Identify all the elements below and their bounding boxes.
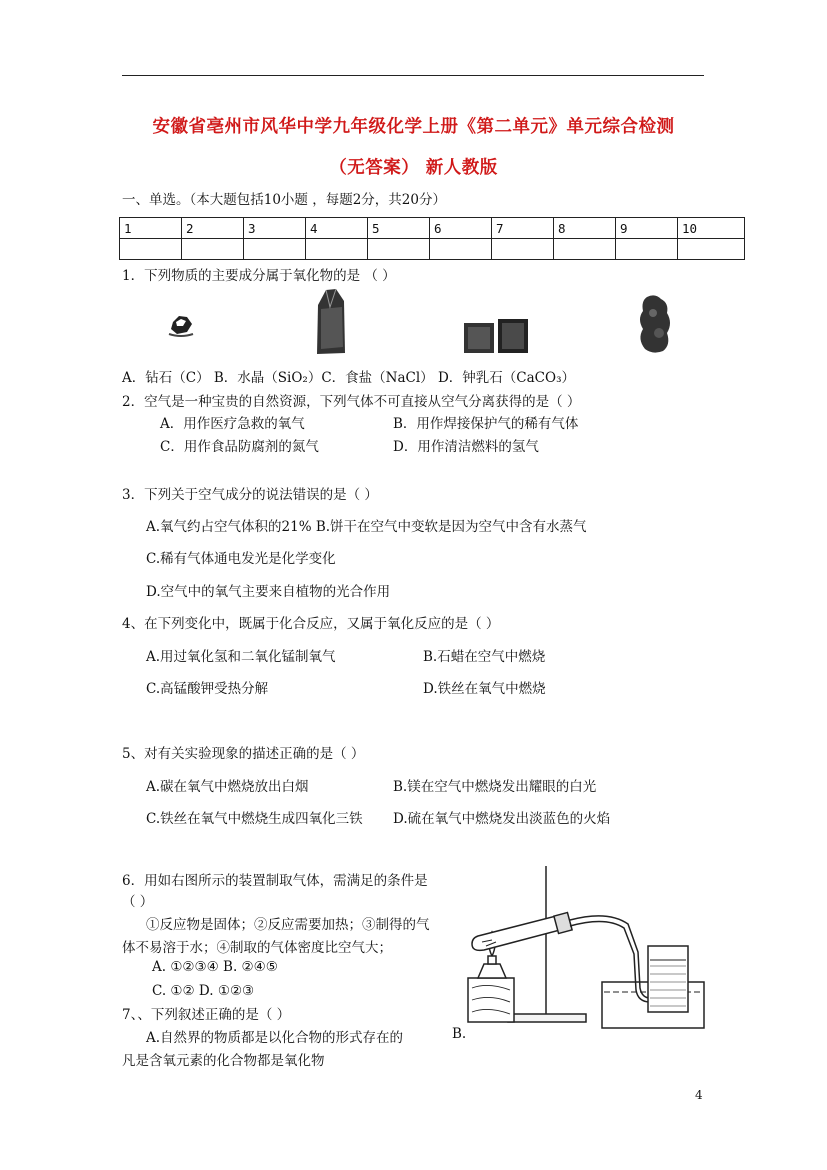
q1-stem: 1．下列物质的主要成分属于氧化物的是 （ ） (122, 268, 396, 284)
q6-answer-paren: （ ） (122, 894, 154, 910)
q6-options-cd: C. ①② D. ①②③ (152, 983, 255, 999)
answer-cell[interactable] (430, 239, 492, 260)
answer-cell[interactable] (616, 239, 678, 260)
page-number: 4 (695, 1088, 703, 1102)
q6-stem: 6．用如右图所示的装置制取气体，需满足的条件是 (122, 873, 428, 889)
q7-option-b-label: B. (452, 1026, 467, 1042)
q5-option-a: A.碳在氧气中燃烧放出白烟 (146, 779, 309, 795)
answer-cell[interactable] (678, 239, 745, 260)
q3-option-ab: A.氧气约占空气体积的21% B.饼干在空气中变软是因为空气中含有水蒸气 (146, 519, 587, 535)
table-cell: 4 (306, 218, 368, 239)
answer-cell[interactable] (244, 239, 306, 260)
q4-option-a: A.用过氧化氢和二氧化锰制氧气 (146, 649, 336, 665)
doc-title-line2: （无答案） 新人教版 (329, 158, 498, 178)
q5-option-d: D.硫在氧气中燃烧发出淡蓝色的火焰 (393, 811, 611, 827)
q6-options-ab: A. ①②③④ B. ②④⑤ (152, 959, 278, 975)
q7-stem: 7、、下列叙述正确的是（ ） (122, 1007, 291, 1023)
answer-cell[interactable] (306, 239, 368, 260)
q2-option-b: B．用作焊接保护气的稀有气体 (393, 416, 579, 432)
gas-preparation-apparatus-diagram (458, 862, 706, 1032)
q1-options: A．钻石（C） B．水晶（SiO₂）C．食盐（NaCl） D．钟乳石（CaCO₃） (122, 370, 575, 386)
stalactite-image (633, 293, 677, 355)
q4-option-b: B.石蜡在空气中燃烧 (423, 649, 546, 665)
q6-conditions-line2: 体不易溶于水；④制取的气体密度比空气大； (122, 940, 392, 956)
answer-table-blank-row (120, 239, 745, 260)
table-cell: 7 (492, 218, 554, 239)
q4-stem: 4、在下列变化中，既属于化合反应，又属于氧化反应的是（ ） (122, 616, 500, 632)
answer-table (119, 217, 745, 260)
q2-stem: 2．空气是一种宝贵的自然资源，下列气体不可直接从空气分离获得的是（ ） (122, 394, 581, 410)
q2-option-c: C．用作食品防腐剂的氮气 (160, 439, 319, 455)
table-cell: 2 (182, 218, 244, 239)
section-heading: 一、单选。（本大题包括10小题 ，每题2分，共20分） (122, 192, 446, 208)
answer-cell[interactable] (554, 239, 616, 260)
q7-option-b-text: 凡是含氧元素的化合物都是氧化物 (122, 1053, 325, 1069)
q6-conditions-line1: ①反应物是固体；②反应需要加热；③制得的气 (146, 917, 430, 933)
answer-cell[interactable] (182, 239, 244, 260)
salt-crystal-image (460, 317, 532, 357)
diamond-image (165, 312, 197, 340)
q3-stem: 3．下列关于空气成分的说法错误的是（ ） (122, 487, 378, 503)
q5-option-c: C.铁丝在氧气中燃烧生成四氧化三铁 (146, 811, 363, 827)
table-cell: 5 (368, 218, 430, 239)
q7-option-a: A.自然界的物质都是以化合物的形式存在的 (146, 1030, 404, 1046)
table-cell: 9 (616, 218, 678, 239)
q2-option-a: A．用作医疗急救的氧气 (160, 416, 305, 432)
q4-option-d: D.铁丝在氧气中燃烧 (423, 681, 546, 697)
q5-stem: 5、对有关实验现象的描述正确的是（ ） (122, 746, 365, 762)
table-cell: 3 (244, 218, 306, 239)
q3-option-d: D.空气中的氧气主要来自植物的光合作用 (146, 584, 391, 600)
quartz-image (312, 287, 350, 357)
doc-title-line1: 安徽省亳州市风华中学九年级化学上册《第二单元》单元综合检测 (152, 117, 675, 137)
q4-option-c: C.高锰酸钾受热分解 (146, 681, 269, 697)
table-cell: 8 (554, 218, 616, 239)
q5-option-b: B.镁在空气中燃烧发出耀眼的白光 (393, 779, 597, 795)
q2-option-d: D．用作清洁燃料的氢气 (393, 439, 539, 455)
answer-cell[interactable] (120, 239, 182, 260)
q3-option-c: C.稀有气体通电发光是化学变化 (146, 551, 336, 567)
table-cell: 1 (120, 218, 182, 239)
answer-cell[interactable] (368, 239, 430, 260)
answer-table-number-row (120, 218, 745, 239)
table-cell: 6 (430, 218, 492, 239)
answer-cell[interactable] (492, 239, 554, 260)
table-cell: 10 (678, 218, 745, 239)
header-rule (122, 75, 704, 76)
